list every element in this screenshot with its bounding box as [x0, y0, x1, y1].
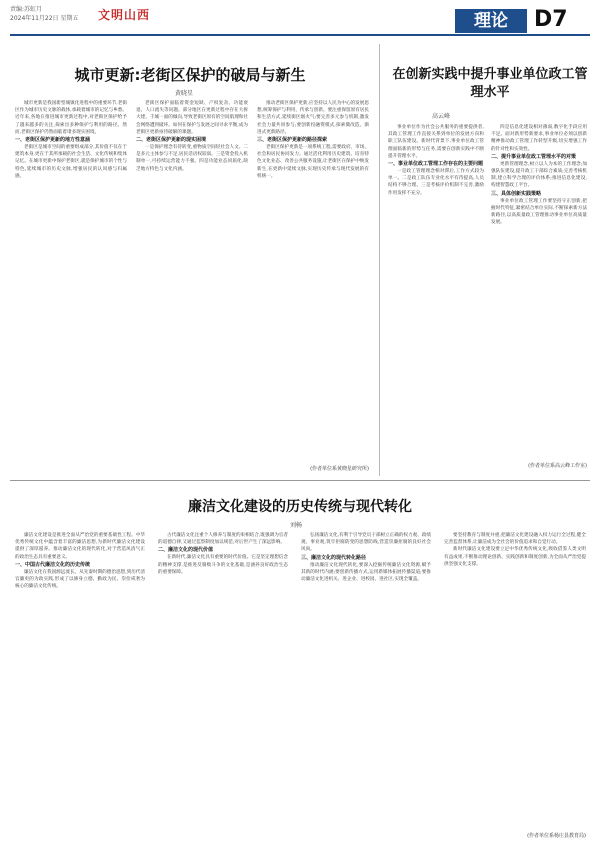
article3-subheading: 一、中国古代廉洁文化的历史传统 [15, 561, 91, 568]
article1-text: 一是保护理念有待转变,重物质空间轻社会人文。二是多元主体参与不足,居民话语权较弱。三是资金投入机制单一,可持续运营能力不强。四是功能业态同质化,缺乏地方特色与文化内涵。 [136, 145, 248, 172]
issue-date: 2024年11月22日 星期五 [10, 15, 79, 22]
article3-subheading: 二、廉洁文化的现代价值 [158, 547, 214, 554]
article2-text: 事业单位作为社会公共服务的重要提供者,其政工管理工作直接关系到单位的发展方向和职工队伍建设。新时代背景下,事业单位政工管理面临新的形势与任务,需要在创新实践中不断提升管理水平。 [388, 125, 484, 159]
article2-text: 一是政工管理理念相对滞后,工作方式较为单一。二是政工队伍专业化水平有待提高,人员结构不够合理。三是考核评价机制不完善,激励作用发挥不充分。 [388, 169, 484, 196]
article1-column-1 [15, 100, 127, 475]
article3-footnote: (作者单位系杨庄县教育局) [527, 833, 586, 839]
article1-text: 老街区是城市空间的重要组成部分,其价值不仅在于建筑本身,更在于其所承载的社会生活、文化传统和集体记忆。在城市更新中保护老街区,就是保护城市的个性与特色,延续城市的历史文脉,增强居民的认同感与归属感。 [15, 145, 127, 179]
article2-column-1 [388, 124, 484, 474]
column-divider [379, 44, 380, 476]
article1-title: 城市更新:老街区保护的破局与新生 [74, 66, 306, 84]
article2-author: 高云峰 [432, 113, 451, 120]
article1-text: 老街区保护更新是一项系统工程,需要政府、市场、社会和居民协同发力。通过活化利用历史建筑、培育特色文化业态、改善公共服务设施,让老街区在保护中焕发新生,在更新中延续文脉,实现历史传承与现代发展的有机统一。 [257, 145, 369, 179]
article1-author: 黄晓星 [175, 90, 194, 97]
article3-text: 要坚持教育与制度并重,把廉洁文化建设融入权力运行全过程,健全完善监督体系,让廉洁成为全社会的价值追求和自觉行动。 [444, 533, 586, 546]
article3-column-4 [444, 532, 586, 827]
masthead-logo: 文明山西 [98, 8, 151, 22]
article3-text: 廉洁文化在我国源远流长。从先秦时期的德治思想,到历代清官廉吏的为政实践,形成了以修身立德、勤政为民、崇俭戒奢为核心的廉洁文化传统。 [15, 569, 145, 590]
article3-column-1 [15, 532, 145, 840]
article3-text: 廉洁文化建设是推进全面从严治党的重要基础性工程。中华优秀传统文化中蕴含着丰富的廉洁思想,为新时代廉洁文化建设提供了深厚滋养。推动廉洁文化的现代转化,对于营造风清气正的政治生态具有重要意义。 [15, 533, 145, 560]
article2-subheading: 三、具体创新实践策略 [491, 190, 542, 197]
article3-text: 弘扬廉洁文化,有利于引导党员干部树立正确的权力观、政绩观、事业观,筑牢拒腐防变的思想防线,营造崇廉拒腐的良好社会风尚。 [301, 533, 431, 553]
article1-subheading: 一、老街区保护更新的地方性意涵 [15, 137, 91, 144]
article1-text: 推动老街区保护更新,应坚持以人民为中心的发展思想,统筹保护与利用、传承与创新。要注重保留原有居民和生活方式,延续街区烟火气;要完善多元参与机制,激发社会力量共同参与;要创新投融资模式,探索微改造、渐进式更新路径。 [257, 101, 369, 135]
article1-text: 老街区保护面临着资金短缺、产权复杂、功能衰退、人口流失等问题。部分地区在更新过程中存在大拆大建、千城一面的倾向,导致老街区原有的空间肌理和社会网络遭到破坏。如何在保护与发展之间寻求平衡,成为老街区更新亟待破解的课题。 [136, 101, 248, 135]
article2-title: 在创新实践中提升事业单位政工管理水平 [392, 67, 588, 100]
article3-subheading: 三、廉洁文化的现代转化路径 [301, 554, 367, 561]
article3-text: 在新时代,廉洁文化具有重要的时代价值。它是坚定理想信念的精神支撑,是推进反腐败斗争的文化基础,是涵养良好政治生态的重要保障。 [158, 555, 288, 575]
article3-text: 推动廉洁文化现代转化,要深入挖掘传统廉洁文化资源,赋予其新的时代内涵;要创新传播方式,运用新媒体拓展传播渠道;要推动廉洁文化进机关、进企业、进校园、进社区,实现全覆盖。 [301, 562, 431, 583]
article1-subheading: 三、老街区保护更新的路径探索 [257, 137, 328, 144]
page-number: D7 [534, 7, 568, 32]
article3-title: 廉洁文化建设的历史传统与现代转化 [188, 499, 412, 515]
article2-text: 四是信息化建设相对薄弱,数字化手段应用不足。面对新形势新要求,事业单位必须以创新精神推动政工管理工作转型升级,切实增强工作的针对性和实效性。 [491, 125, 587, 152]
article1-column-3 [257, 100, 369, 460]
article3-text: 新时代廉洁文化建设要立足中华优秀传统文化,吸收借鉴人类文明有益成果,不断推动理论创新、实践创新和制度创新,为全面从严治党提供坚强文化支撑。 [444, 547, 586, 567]
article3-column-2 [158, 532, 288, 840]
article1-column-2 [136, 100, 248, 475]
editor-line: 责编:苏虹月 [10, 6, 43, 13]
article2-text: 事业单位政工管理工作要坚持守正创新,把握时代特征,紧密结合单位实际,不断探索新方法新路径,以高质量政工管理推动事业单位高质量发展。 [491, 198, 587, 226]
article1-footnote: (作者单位系黄晓星研究所) [310, 466, 369, 472]
article2-column-2 [491, 124, 587, 454]
header-rule [10, 34, 590, 36]
article3-column-3 [301, 532, 431, 840]
article2-footnote: (作者单位系高云峰工作室) [528, 463, 587, 469]
article2-text: 更新管理理念,树立以人为本的工作理念;加强队伍建设,提升政工干部综合素质;完善考核机制,建立科学合理的评价体系;推进信息化建设,构建智慧政工平台。 [491, 161, 587, 189]
section-badge: 理论 [455, 9, 527, 33]
article3-author: 刘畅 [290, 522, 303, 529]
article3-text: 古代廉洁文化注重个人修养与制度约束相结合,既强调为官者的道德自律,又通过监察制度加以规范,对后世产生了深远影响。 [158, 533, 288, 546]
section-divider [10, 480, 590, 481]
article2-subheading: 二、提升事业单位政工管理水平的对策 [491, 153, 577, 160]
article1-subheading: 二、老街区保护更新的现实困境 [136, 137, 207, 144]
article2-subheading: 一、事业单位政工管理工作存在的主要问题 [388, 161, 484, 168]
article1-text: 城市更新是我国新型城镇化进程中的重要环节,老街区作为城市历史文脉的载体,承载着城市的记忆与乡愁。近年来,各地在推进城市更新过程中,对老街区保护给予了越来越多的关注,探索出多种保护与利用的路径。然而,老街区保护仍然面临着诸多现实困境。 [15, 101, 127, 135]
